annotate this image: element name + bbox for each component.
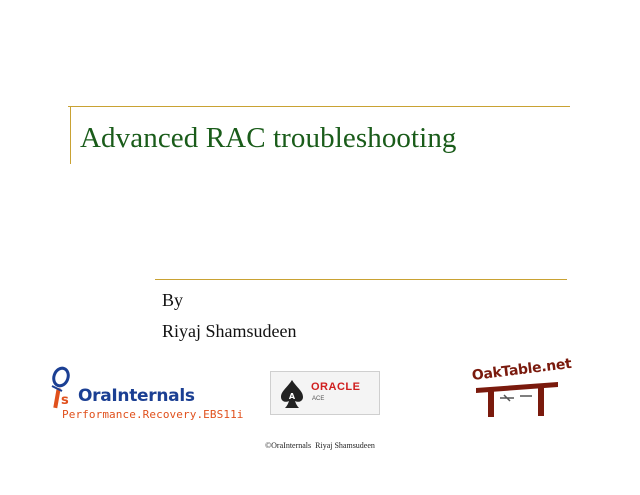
svg-text:s: s bbox=[61, 393, 69, 408]
title-top-rule bbox=[68, 106, 570, 107]
oracle-brand: ORACLE bbox=[311, 381, 361, 393]
orainternals-tagline: Performance.Recovery.EBS11i bbox=[62, 408, 244, 421]
ace-spade-icon bbox=[279, 378, 305, 410]
ace-label: ACE bbox=[312, 396, 325, 402]
slide-title: Advanced RAC troubleshooting bbox=[80, 122, 457, 154]
oaktable-name: OakTable.net bbox=[471, 355, 573, 384]
oak-table-icon bbox=[474, 378, 560, 418]
svg-text:A: A bbox=[288, 392, 296, 401]
by-label: By bbox=[162, 290, 184, 310]
author-name: Riyaj Shamsudeen bbox=[162, 321, 297, 341]
title-left-rule bbox=[70, 106, 71, 164]
subtitle-rule bbox=[155, 279, 567, 280]
orainternals-name: OraInternals bbox=[78, 386, 195, 406]
slide-footer: ©OraInternals Riyaj Shamsudeen bbox=[265, 441, 375, 450]
oracle-ace-logo bbox=[270, 371, 380, 415]
